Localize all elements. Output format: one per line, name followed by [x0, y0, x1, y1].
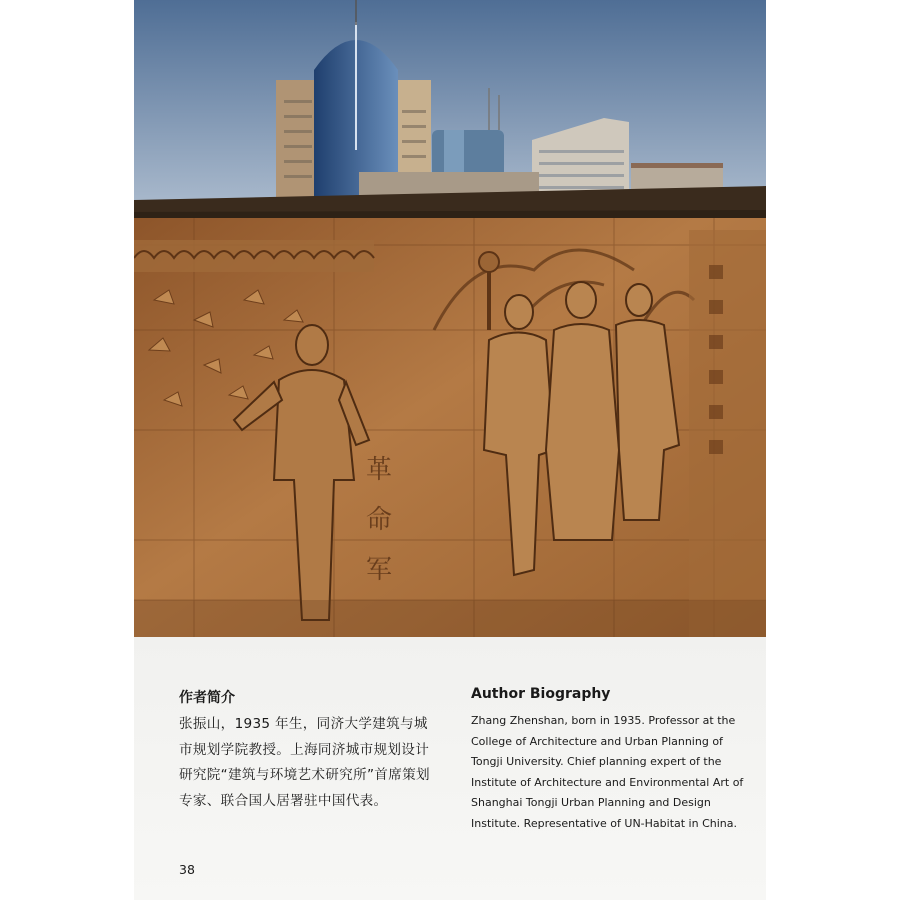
monument-relief-photo: [134, 0, 766, 637]
en-bio-body: Zhang Zhenshan, born in 1935. Professor at the College of Architecture and Urban Planning of Tongji University. Chief planning expert of the Institute of Architecture and Environmental Art of Shanghai Tongji Urban Planning and Design Institute. Representative of UN-Habitat in China.: [471, 714, 744, 830]
carved-char-3: 军: [366, 555, 393, 585]
zh-bio-body: 张振山，1935 年生，同济大学建筑与城市规划学院教授。上海同济城市规划设计研究院“建筑与环境艺术研究所”首席策划专家、联合国人居署驻中国代表。: [179, 716, 430, 809]
page-number: 38: [179, 862, 195, 877]
carved-char-2: 命: [366, 505, 393, 535]
en-bio-title: Author Biography: [471, 686, 611, 702]
zh-bio-title: 作者简介: [179, 690, 235, 706]
carved-char-1: 革: [366, 455, 393, 485]
book-page: [134, 0, 766, 900]
